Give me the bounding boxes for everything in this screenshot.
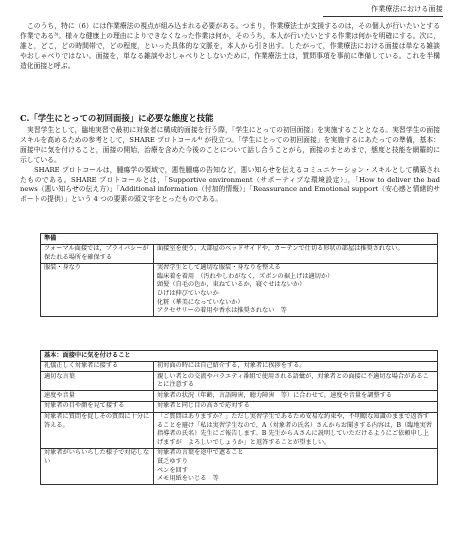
table-cell-item: フォーマル面接では，プライバシーが保たれる場所を確保する <box>41 244 154 263</box>
detail-line: 臨床着を着用 （汚れやしわがなく，ズボンの裾上げは適切か） <box>157 272 334 280</box>
share-paragraph-1: 実習学生として，臨地実習で最初に対象者に構成的面接を行う際，「学生にとっての初回面接」を実施することとなる。実習学生の面接スキルを高めるための参考として，SHARE プロトコール⁴⁾ が役立つ。「学生にとっての初回面接」を実施するにあたっての準備，基本：面接中に気を付けること，面接の開始，治療を含めた今後のことについて話し合うことがら，面接のまとめまで，態度と技能を網羅的に示している。 <box>20 126 440 164</box>
basic-table <box>40 350 438 485</box>
running-header: 作業療法における面接 <box>323 4 443 17</box>
detail-line: 「ご質問はありますか？」ただし実習学生であるため安易な約束や，不明瞭な知識のままで返答することを避け「私は実習学生なので，A（対象者の氏名）さんからお聞きする内容は，B（臨地実習指導者の氏名）先生にご報告します。B 先生からＡさんに説明していただけるようにご依頼申し上げますが よろしいでしょうか」と返答することが望ましい。 <box>157 413 432 446</box>
table-row <box>41 263 438 317</box>
table-cell-item: 礼儀正しく対象者に接する <box>41 361 154 372</box>
detail-line: メモ用紙をいじる 等 <box>157 475 219 483</box>
table-cell-detail <box>154 391 438 402</box>
detail-line: 対象者の言葉を途中で遮ること <box>157 449 244 457</box>
detail-line: アクセサリーの着用や香水は推奨されない 等 <box>157 307 287 315</box>
table-cell-detail <box>154 361 438 372</box>
intro-paragraph <box>20 22 440 72</box>
table-row <box>41 412 438 448</box>
detail-line: 親しい者との交流やバラエティ番組で使用される語彙が，対象者との面接に不適切な場合があることに注意する <box>157 372 429 389</box>
share-paragraph-2: SHARE プロトコールは，腫瘍学の領域で，悪性腫瘍の告知など，悪い知らせを伝えるコミュニケーション・スキルとして構築されたものである。SHARE プロトコールとは，「Supportive environment（サポーティブな環境設定）」，「How to deliver the bad news（悪い知らせの伝え方）」「Additional information（付加的情報）」「Reassurance and Emotional support（安心感と情緒的サポートの提供）」という 4 つの要素の頭文字をとったものである。 <box>20 165 440 204</box>
table-cell-item: 服装・身なり <box>41 263 154 317</box>
detail-line: 対象者の状況（年齢，言語障害，聴力障害 等）に合わせて，速度や音量を調整する <box>157 391 392 399</box>
table-cell-item: 対象者の目や顔を見て接する <box>41 401 154 412</box>
share-paragraphs <box>20 126 440 205</box>
basic-table-header: 基本：面接中に気を付けること <box>41 351 438 362</box>
table-row <box>41 391 438 402</box>
detail-line: 面接室を使う，大部屋のベッドサイドや，カーテンで仕切る形状の部屋は推奨されない。 <box>157 245 404 253</box>
table-row <box>41 372 438 391</box>
detail-line: 実習学生として適切な服装・身なりを整える <box>157 264 281 272</box>
table-cell-detail <box>154 244 438 263</box>
table-row <box>41 401 438 412</box>
detail-line: 頭髪（自毛の色か，束ねているか，寝ぐせはないか） <box>157 281 306 289</box>
section-heading: C.「学生にとっての初回面接」に必要な態度と技能 <box>20 113 214 123</box>
preparation-table <box>40 233 438 317</box>
table-cell-item: 適切な言葉 <box>41 372 154 391</box>
table-row <box>41 448 438 484</box>
table-cell-item: 対象者がいらいらした様子で対応しない <box>41 448 154 484</box>
table-cell-item: 速度や音量 <box>41 391 154 402</box>
intro-text: このうち，特に（6）には作業療法の視点が組み込まれる必要がある。つまり，作業療法士が支援するのは，その個人が行いたいとする作業である³⁾。様々な健康上の理由によりできなくなった作業は何か，そのうち，本人が行いたいとする作業は何かを明確にする。次に，誰と，どこ，どの時間帯で，どの程度，といった具体的な文脈を，本人から引き出す。したがって，作業療法における面接は単なる雑談やおしゃべりではない。面接を，単なる雑談やおしゃべりとしないために，作業療法士は，質問事項を事前に準備している。これを半構造化面接と呼ぶ。 <box>20 22 440 70</box>
table-cell-item: 対象者に質問を促しその質問に十分に答える。 <box>41 412 154 448</box>
table-cell-detail <box>154 372 438 391</box>
table-row <box>41 244 438 263</box>
detail-line: 初対面の時には自己紹介する，対象者に挨拶をする。 <box>157 362 306 370</box>
table-cell-detail <box>154 448 438 484</box>
preparation-table-header: 準備 <box>41 234 438 245</box>
detail-line: 化粧（華美になっていないか） <box>157 298 244 306</box>
table-cell-detail <box>154 263 438 317</box>
detail-line: 貧乏ゆすり <box>157 458 188 466</box>
detail-line: ひげは伸びていないか <box>157 290 219 298</box>
detail-line: 対象者と同じ目の高さで応対する <box>157 402 250 410</box>
detail-line: ペンを回す <box>157 466 188 474</box>
table-row <box>41 361 438 372</box>
table-cell-detail <box>154 412 438 448</box>
table-cell-detail <box>154 401 438 412</box>
